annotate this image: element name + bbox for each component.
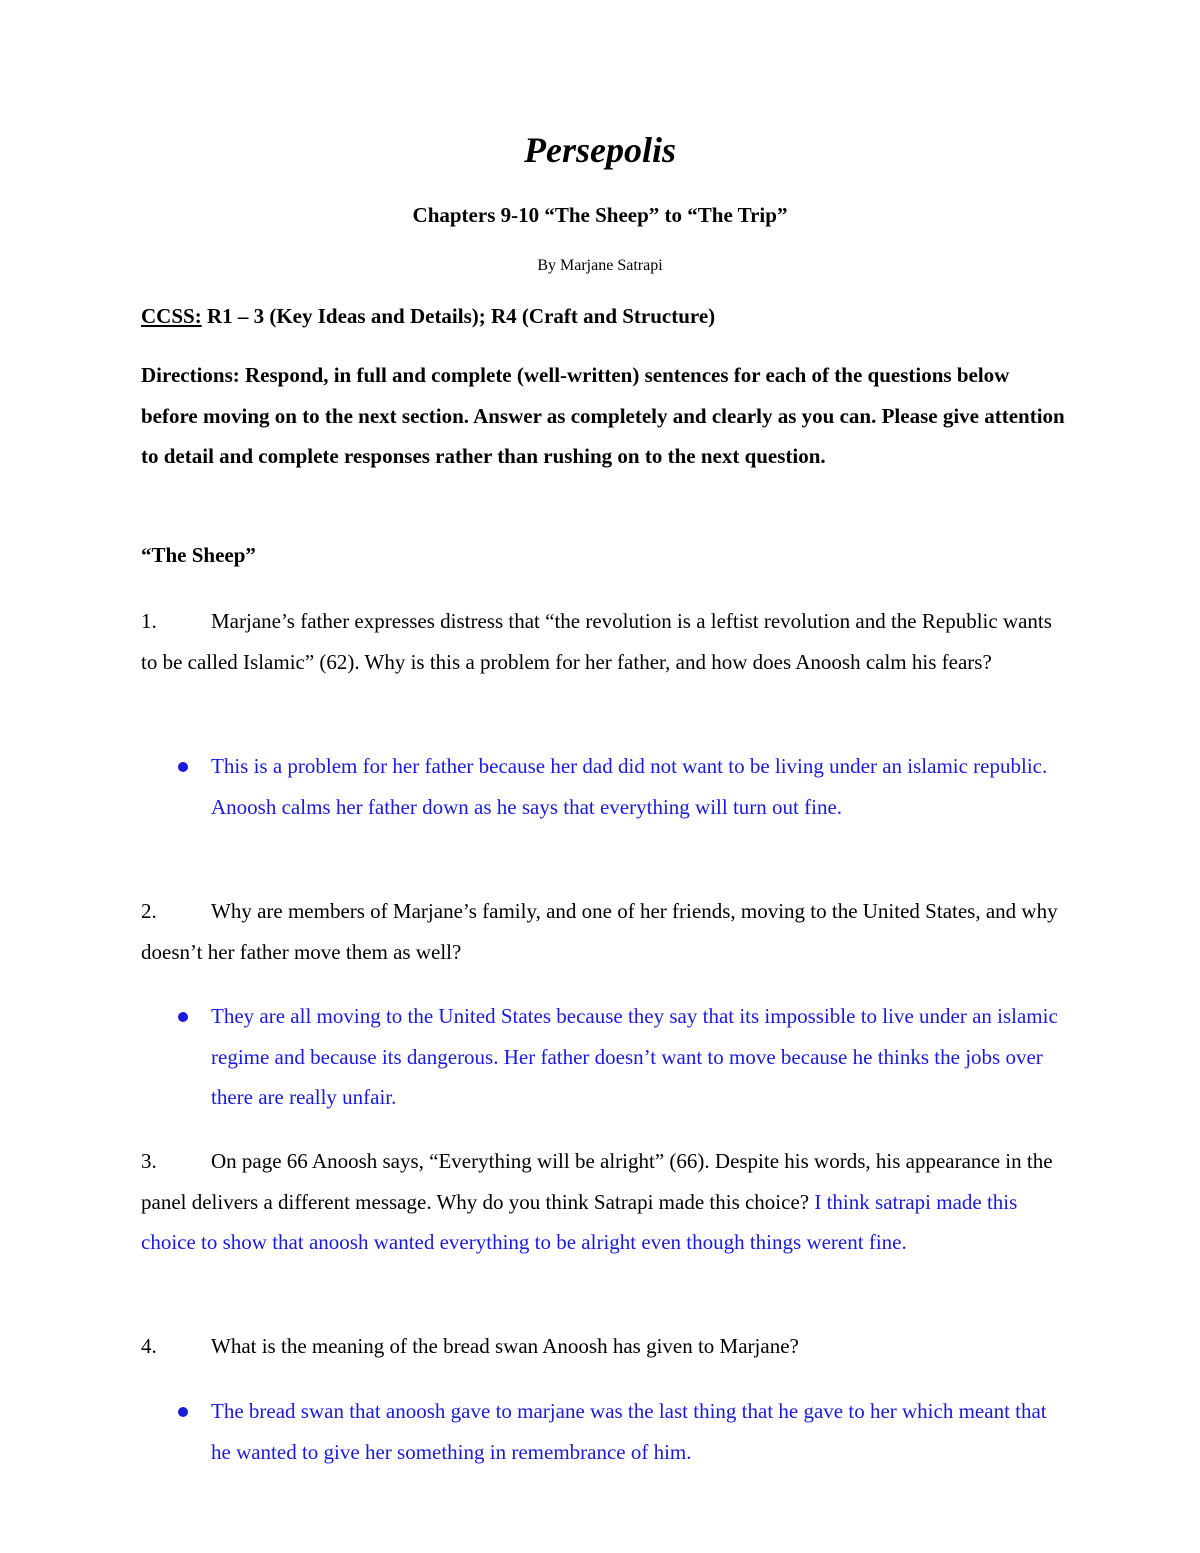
bullet-icon <box>178 1407 188 1417</box>
directions-paragraph: Directions: Respond, in full and complete (well-written) sentences for each of the questions below before moving on to the next section. Answer as completely and clearly as you can. Please give attention to detail and complete responses rather than rushing on to the next question. <box>141 363 1065 468</box>
question-text: Why are members of Marjane’s family, and one of her friends, moving to the United States, and why doesn’t her father move them as well? <box>141 899 1058 964</box>
bullet-icon <box>178 762 188 772</box>
question-2 <box>141 891 1066 972</box>
ccss-text: R1 – 3 (Key Ideas and Details); R4 (Craft and Structure) <box>201 304 716 328</box>
answer-2 <box>211 996 1066 1118</box>
question-text: What is the meaning of the bread swan Anoosh has given to Marjane? <box>211 1334 799 1358</box>
question-4 <box>141 1326 1066 1367</box>
answer-text: The bread swan that anoosh gave to marjane was the last thing that he gave to her which meant that he wanted to give her something in remembrance of him. <box>211 1399 1047 1464</box>
answer-1 <box>211 746 1066 827</box>
answer-text: They are all moving to the United States because they say that its impossible to live under an islamic regime and because its dangerous. Her father doesn’t want to move because he thinks the jobs over there are really unfair. <box>211 1004 1058 1109</box>
ccss-standards <box>141 301 715 331</box>
author-line: By Marjane Satrapi <box>537 257 663 274</box>
question-number: 1. <box>141 609 157 633</box>
question-text: On page 66 Anoosh says, “Everything will be alright” (66). Despite his words, his appearance in the panel delivers a different message. Why do you think Satrapi made this choice? <box>141 1149 1053 1214</box>
question-number: 2. <box>141 899 157 923</box>
answer-4 <box>211 1391 1066 1472</box>
question-text: Marjane’s father expresses distress that “the revolution is a leftist revolution and the Republic wants to be called Islamic” (62). Why is this a problem for her father, and how does Anoosh calm his fears? <box>141 609 1052 674</box>
question-1 <box>141 601 1066 682</box>
question-3 <box>141 1141 1066 1263</box>
chapters-subtitle: Chapters 9-10 “The Sheep” to “The Trip” <box>412 203 788 227</box>
ccss-label: CCSS: <box>141 304 202 328</box>
question-number: 3. <box>141 1149 157 1173</box>
bullet-icon <box>178 1012 188 1022</box>
answer-text: This is a problem for her father because her dad did not want to be living under an islamic republic. Anoosh calms her father down as he says that everything will turn out fine. <box>211 754 1048 819</box>
document-title: Persepolis <box>524 130 676 170</box>
section-heading: “The Sheep” <box>141 543 256 567</box>
answer-3-text: I think satrapi made this choice to show that anoosh wanted everything to be alright even though things werent fine. <box>141 1189 1018 1254</box>
question-number: 4. <box>141 1334 157 1358</box>
